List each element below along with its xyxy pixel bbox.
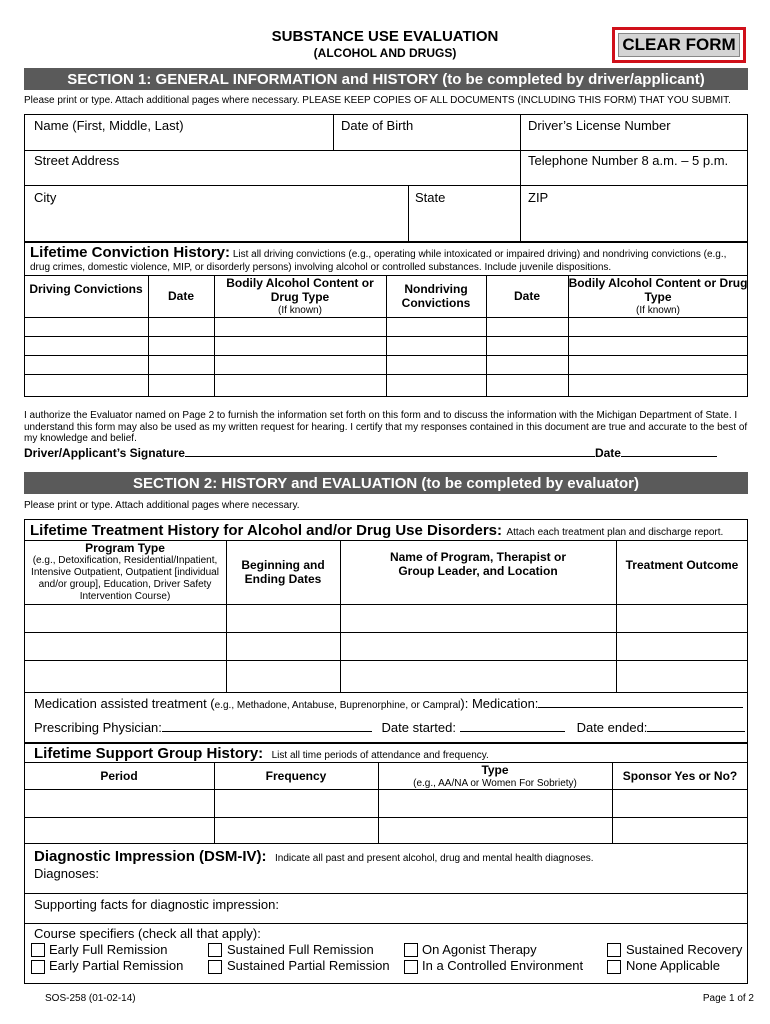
section1-instructions: Please print or type. Attach additional pages where necessary. PLEASE KEEP COPIES OF ALL DOCUMENTS (INCLUDING THIS FORM) THAT YOU SUBMIT. (24, 95, 731, 106)
license-field[interactable]: Driver’s License Number (528, 118, 671, 133)
col-bac-1-label: Bodily Alcohol Content or Drug Type (226, 276, 374, 304)
sustained-partial-remission-checkbox[interactable] (208, 960, 222, 974)
authorization-text: I authorize the Evaluator named on Page 2 to furnish the information set forth on this form and to discuss the information with the Michigan Department of State. I understand this form may also be used as my written request for hearing. I certify that my responses contained in this document are true and accurate to the best of my knowledge and belief. (24, 410, 748, 444)
section2-instructions: Please print or type. Attach additional pages where necessary. (24, 500, 300, 511)
treatment-note: Attach each treatment plan and discharge report. (506, 527, 724, 538)
dob-field[interactable]: Date of Birth (341, 118, 414, 133)
controlled-environment-checkbox[interactable] (404, 960, 418, 974)
col-driving-convictions: Driving Convictions (29, 282, 143, 296)
col-frequency: Frequency (265, 769, 327, 783)
page-number: Page 1 of 2 (702, 993, 754, 1004)
mat-label: Medication assisted treatment ( (34, 696, 215, 711)
diagnoses-field[interactable]: Diagnoses: (34, 866, 100, 881)
section1-bar: SECTION 1: GENERAL INFORMATION and HISTORY (to be completed by driver/applicant) (24, 68, 748, 90)
col-program-type-label: Program Type (85, 541, 165, 555)
general-info-box (24, 114, 748, 242)
early-partial-remission-checkbox[interactable] (31, 960, 45, 974)
on-agonist-therapy-label: On Agonist Therapy (422, 942, 537, 957)
supporting-facts-field[interactable]: Supporting facts for diagnostic impression: (34, 897, 279, 912)
col-period: Period (100, 769, 138, 783)
mat-line[interactable] (34, 696, 743, 711)
early-partial-remission-label: Early Partial Remission (49, 958, 184, 973)
state-field[interactable]: State (415, 190, 446, 205)
col-bac-1 (214, 276, 386, 318)
col-outcome: Treatment Outcome (625, 558, 739, 572)
col-type (378, 763, 612, 791)
col-date-2: Date (513, 289, 540, 303)
col-bac-1-sub: (If known) (278, 305, 322, 316)
col-sponsor: Sponsor Yes or No? (622, 769, 738, 783)
name-field[interactable]: Name (First, Middle, Last) (34, 118, 184, 133)
none-applicable-label: None Applicable (626, 958, 720, 973)
col-dates: Beginning and Ending Dates (241, 558, 325, 586)
support-heading: Lifetime Support Group History: (34, 745, 264, 762)
sustained-partial-remission-label: Sustained Partial Remission (227, 958, 390, 973)
on-agonist-therapy-checkbox[interactable] (404, 943, 418, 957)
conviction-note: List all driving convictions (e.g., operating while intoxicated or impaired driving) and nondriving convictions (e.g., drug crimes, domestic violence, MIP, or disorderly persons) involving alcohol or controlled substances. Include juvenile dispositions. (30, 249, 727, 273)
col-program-type (24, 541, 226, 603)
support-note: List all time periods of attendance and frequency. (271, 750, 489, 761)
col-date-1: Date (167, 289, 194, 303)
controlled-environment-label: In a Controlled Environment (422, 958, 584, 973)
sustained-recovery-checkbox[interactable] (607, 943, 621, 957)
form-subtitle: (ALCOHOL AND DRUGS) (313, 46, 457, 60)
clear-form-button[interactable] (612, 27, 746, 63)
sustained-full-remission-label: Sustained Full Remission (227, 942, 374, 957)
col-nondriving-convictions: Nondriving Convictions (401, 282, 471, 310)
signature-date-label: Date (594, 446, 621, 460)
treatment-heading: Lifetime Treatment History for Alcohol and/or Drug Use Disorders: (30, 522, 503, 539)
none-applicable-checkbox[interactable] (607, 960, 621, 974)
col-program-type-sub: (e.g., Detoxification, Residential/Inpatient, Intensive Outpatient, Outpatient [individual and/or group], Education, Driver Safety Intervention Course) (31, 555, 219, 602)
col-bac-2 (568, 276, 748, 318)
signature-label: Driver/Applicant’s Signature (24, 446, 185, 460)
col-type-sub: (e.g., AA/NA or Women For Sobriety) (413, 778, 577, 789)
treatment-intro (30, 522, 723, 540)
city-field[interactable]: City (34, 190, 57, 205)
course-specifiers-label: Course specifiers (check all that apply): (34, 926, 261, 941)
sustained-full-remission-checkbox[interactable] (208, 943, 222, 957)
mat-examples: e.g., Methadone, Antabuse, Buprenorphine, or Campral (214, 700, 461, 711)
col-bac-2-label: Bodily Alcohol Content or Drug Type (568, 276, 748, 304)
signature-line[interactable] (24, 445, 717, 460)
diagnostic-note: Indicate all past and present alcohol, drug and mental health diagnoses. (274, 853, 594, 864)
form-title: SUBSTANCE USE EVALUATION (271, 28, 499, 45)
mat-close: ): (460, 696, 469, 711)
early-full-remission-label: Early Full Remission (49, 942, 168, 957)
diagnostic-intro (34, 848, 594, 866)
col-bac-2-sub: (If known) (636, 305, 680, 316)
early-full-remission-checkbox[interactable] (31, 943, 45, 957)
street-field[interactable]: Street Address (34, 153, 120, 168)
col-program-name: Name of Program, Therapist or Group Leader, and Location (389, 550, 567, 578)
phone-field[interactable]: Telephone Number 8 a.m. – 5 p.m. (528, 153, 729, 168)
section2-bar: SECTION 2: HISTORY and EVALUATION (to be completed by evaluator) (24, 472, 748, 494)
zip-field[interactable]: ZIP (528, 190, 549, 205)
support-intro (34, 745, 489, 763)
physician-label: Prescribing Physician: (34, 720, 162, 735)
mat-medication-label: Medication: (471, 696, 539, 711)
form-id: SOS-258 (01-02-14) (45, 993, 136, 1004)
date-started-label: Date started: (381, 720, 456, 735)
date-ended-label: Date ended: (576, 720, 648, 735)
conviction-heading: Lifetime Conviction History: (30, 244, 231, 261)
sustained-recovery-label: Sustained Recovery (626, 942, 743, 957)
diagnostic-heading: Diagnostic Impression (DSM-IV): (34, 848, 267, 865)
mat-line-2[interactable] (34, 720, 745, 735)
clear-form-label: CLEAR FORM (618, 33, 740, 57)
col-type-label: Type (481, 763, 509, 777)
conviction-intro (30, 246, 744, 274)
